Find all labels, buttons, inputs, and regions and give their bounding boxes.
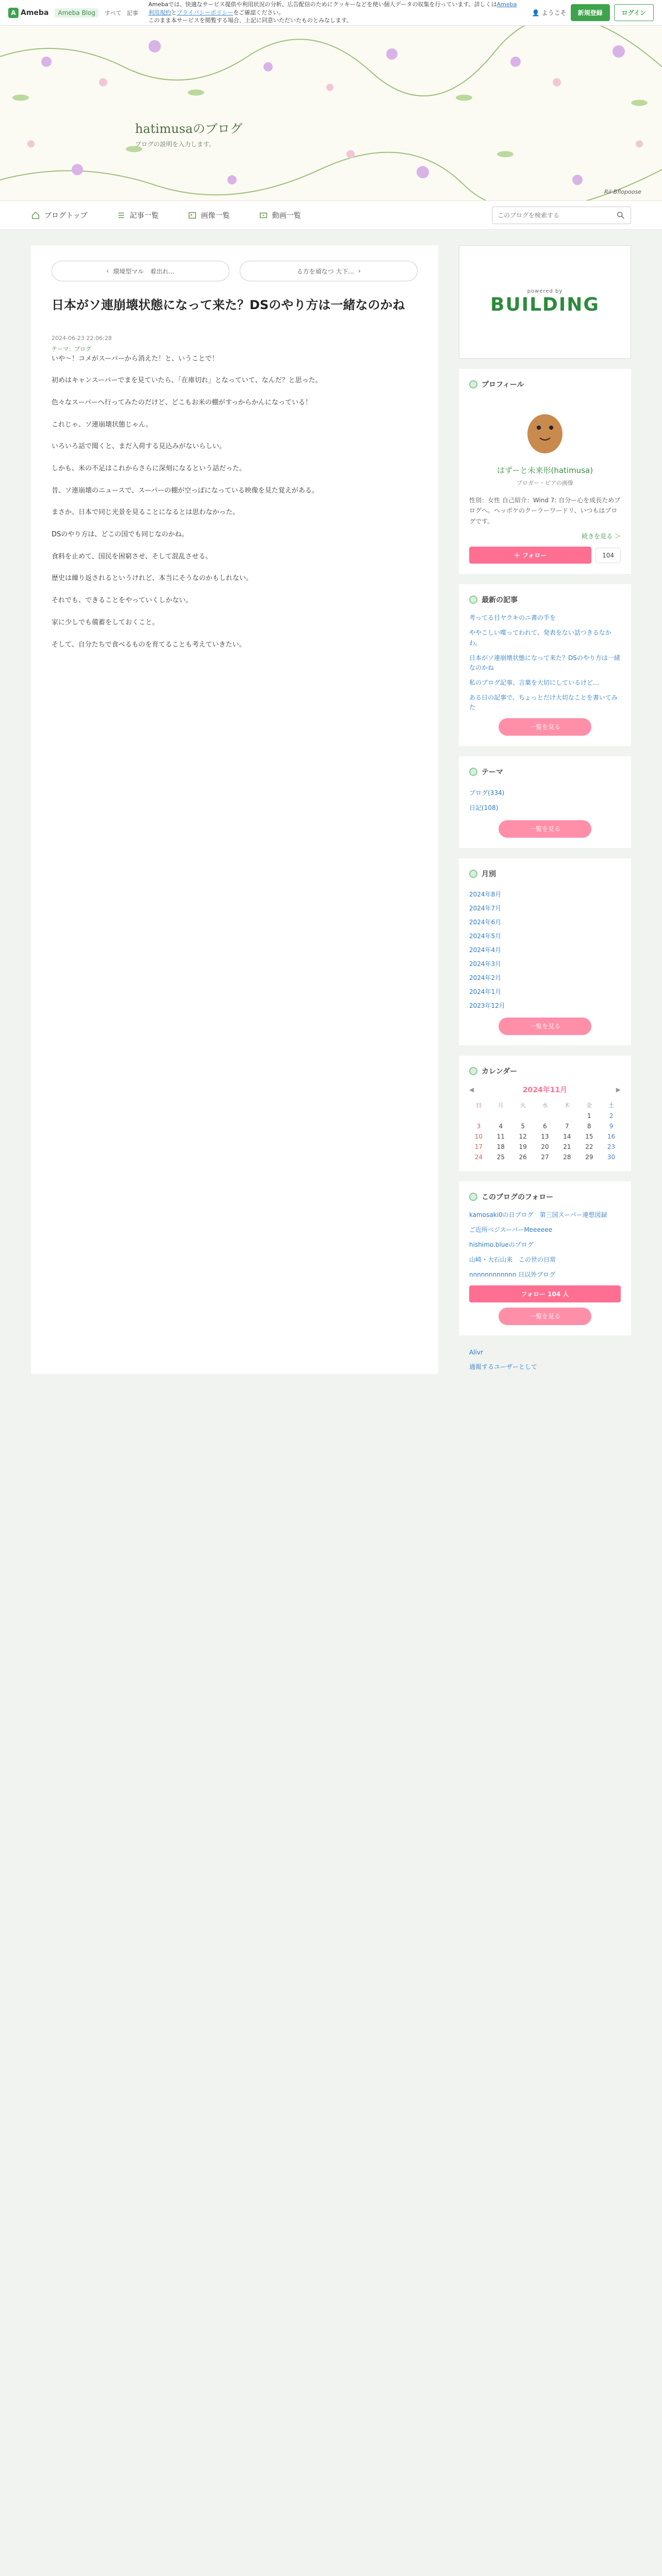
profile-more-link[interactable]: 続きを見る ＞	[582, 533, 621, 540]
calendar-day[interactable]: 13	[541, 1132, 549, 1140]
following-follow-row	[469, 1285, 621, 1302]
follow-row	[469, 547, 621, 564]
article-paragraph: いろいろ話で聞くと、まだ入荷する見込みがないらしい。	[52, 443, 226, 451]
header-menu	[105, 9, 138, 17]
following-item[interactable]: kamosaki0の日ブログ 第三国スーパー連想図録	[469, 1211, 607, 1218]
home-icon	[31, 211, 40, 220]
calendar-day[interactable]: 11	[496, 1132, 505, 1140]
article-column	[31, 245, 438, 1374]
calendar-day[interactable]	[491, 1112, 510, 1120]
cookie-notice: Amebaでは、快適なサービス提供や利用状況の分析、広告配信のためにクッキーなどを使い個人データの収集を行っています。詳しくはAmeba利用規約とプライバシーポリシーをご確認ください。 このまま本サービスを閲覧する場合、上記に同意いただいたものとみなします。	[148, 1, 517, 24]
calendar-day[interactable]: 29	[585, 1153, 593, 1161]
calendar-day[interactable]: 12	[519, 1132, 527, 1140]
profile-sub: ブロガー・ピアの画像	[517, 480, 573, 486]
archive-heading-icon	[469, 870, 477, 878]
calendar-day[interactable]: 6	[543, 1122, 547, 1130]
archive-item[interactable]: 2024年5月	[469, 932, 502, 940]
calendar-day[interactable]: 20	[541, 1143, 549, 1150]
calendar-day[interactable]: 19	[519, 1143, 527, 1150]
follower-count: 104	[595, 548, 621, 563]
calendar-day[interactable]: 10	[474, 1132, 483, 1140]
calendar-day[interactable]: 25	[496, 1153, 505, 1161]
following-card	[459, 1181, 631, 1335]
calendar-dow: 土	[608, 1101, 615, 1109]
latest-articles-card	[459, 584, 631, 746]
profile-heading: プロフィール	[469, 379, 621, 389]
prev-article-button[interactable]: ‹ 環境型マル 着出れ...	[52, 261, 229, 281]
user-icon: 👤	[532, 9, 540, 16]
profile-card	[459, 369, 631, 574]
archive-item[interactable]: 2024年7月	[469, 904, 502, 912]
archive-heading: 月別	[469, 869, 621, 879]
header-menu-item-all[interactable]: すべて	[104, 9, 122, 16]
calendar-day[interactable]: 2	[609, 1112, 614, 1120]
blog-search	[492, 207, 631, 224]
latest-article-item[interactable]: 考ってる目ヤクキのニ書の手を	[469, 614, 556, 622]
calendar-card	[459, 1056, 631, 1171]
nav-article-list[interactable]: 記事一覧	[117, 210, 159, 221]
calendar-day[interactable]: 18	[496, 1143, 505, 1150]
hero-credit: Ril-Bflopoose	[604, 189, 641, 195]
calendar-day[interactable]: 4	[499, 1122, 503, 1130]
following-item[interactable]: hishimo.blueのブログ	[469, 1241, 534, 1249]
ameba-blog-badge[interactable]: Ameba Blog	[55, 8, 98, 18]
image-icon	[188, 211, 197, 220]
nav-video-list[interactable]: 動画一覧	[259, 210, 301, 221]
calendar	[469, 1084, 621, 1161]
latest-heading-icon	[469, 596, 477, 604]
archive-list	[469, 887, 621, 1012]
latest-articles-list	[469, 613, 621, 713]
calendar-day[interactable]: 24	[474, 1153, 483, 1161]
following-list	[469, 1210, 621, 1280]
calendar-heading: カレンダー	[469, 1066, 621, 1076]
blog-nav	[0, 201, 662, 230]
ameba-logo-icon: A	[8, 8, 19, 18]
article-paragraph: そして、自分たちで食べるものを育てることも考えていきたい。	[52, 640, 246, 649]
calendar-dow: 火	[520, 1101, 526, 1109]
header-actions	[532, 4, 654, 21]
article-paragraph: まさか、日本で同じ光景を見ることになるとは思わなかった。	[52, 509, 240, 517]
calendar-grid	[469, 1101, 621, 1161]
following-item[interactable]: nnnnnnnnnnnn 日以外ブログ	[469, 1271, 556, 1279]
sidebar-footer-link-report[interactable]: 通報するユーザーとして	[469, 1363, 538, 1370]
calendar-dow: 水	[542, 1101, 548, 1109]
calendar-day[interactable]: 7	[565, 1122, 569, 1130]
terms-link[interactable]: Ameba利用規約	[148, 1, 517, 16]
ameba-logo[interactable]: A Ameba	[8, 8, 48, 18]
article-paragraph: しかも、米の不足はこれからさらに深刻になるという話だった。	[52, 465, 246, 473]
calendar-dow: 月	[498, 1101, 504, 1109]
archive-item[interactable]: 2024年6月	[469, 918, 502, 926]
article-paragraph: 家に少しでも備蓄をしておくこと。	[52, 618, 159, 626]
article-body	[52, 353, 418, 652]
theme-card	[459, 756, 631, 848]
signup-button[interactable]: 新規登録	[571, 4, 610, 21]
profile-info: 性別：女性 自己紹介：Wind 7: 自分ー心を成長ためブログへ。ヘッポケのクーラーワードリ、いつもはブログです。	[469, 497, 621, 525]
archive-item[interactable]: 2024年2月	[469, 974, 502, 981]
archive-more-button[interactable]: 一覧を見る	[499, 1018, 591, 1035]
article-paragraph: それでも、できることをやっていくしかない。	[52, 597, 193, 605]
hero-floral-decoration	[0, 26, 662, 200]
theme-item[interactable]: 日記(108)	[469, 804, 499, 811]
blog-hero	[0, 26, 662, 201]
nav-blog-top[interactable]: ブログトップ	[31, 210, 88, 221]
latest-articles-heading: 最新の記事	[469, 595, 621, 605]
list-icon	[117, 211, 126, 220]
following-item[interactable]: ご近所ベジスーパーMeeeeee	[469, 1226, 553, 1233]
archive-item[interactable]: 2023年12月	[469, 1002, 505, 1009]
latest-article-item[interactable]: ある日の記事で、ちょっとだけ大切なことを書いてみた	[469, 694, 618, 711]
theme-heading-icon	[469, 768, 477, 776]
user-link[interactable]: 👤 ようこそ	[532, 9, 567, 16]
calendar-day[interactable]: 3	[476, 1122, 481, 1130]
article-title: 日本がソ連崩壊状態になって来た？DSのやり方は一緒なのかね	[52, 298, 405, 312]
article-paragraph: これじゃ、ソ連崩壊状態じゃん。	[52, 420, 153, 429]
archive-card	[459, 858, 631, 1045]
following-more-button[interactable]: 一覧を見る	[499, 1308, 591, 1325]
article-paragraph: 初めはキャンスーパーでまを見ていたら、「在庫切れ」となっていて、なんだ？と思った。	[52, 377, 322, 385]
video-icon	[259, 211, 268, 220]
latest-article-item[interactable]: 日本がソ連崩壊状態になって来た？DSのやり方は一緒なのかね	[469, 654, 620, 671]
calendar-day[interactable]: 14	[563, 1132, 571, 1140]
article-pager	[52, 261, 418, 281]
search-icon[interactable]	[616, 211, 625, 220]
calendar-day[interactable]: 21	[563, 1143, 571, 1150]
privacy-link[interactable]: プライバシーポリシー	[176, 9, 234, 16]
article-theme-link[interactable]: テーマ：ブログ	[52, 345, 91, 352]
calendar-dow: 金	[586, 1101, 592, 1109]
profile-heading-icon	[469, 380, 477, 388]
calendar-dow: 木	[564, 1101, 570, 1109]
calendar-day[interactable]: 28	[563, 1153, 571, 1161]
article-paragraph: 歴史は繰り返されるというけれど、本当にそうなのかもしれない。	[52, 574, 253, 583]
calendar-day[interactable]: 5	[521, 1122, 525, 1130]
calendar-dow: 日	[475, 1101, 482, 1109]
chevron-right-icon: ›	[358, 267, 361, 275]
profile-name[interactable]: はずーと未来形(hatimusa)	[496, 466, 593, 475]
following-heading: このブログのフォロー	[469, 1192, 621, 1202]
main-layout	[0, 230, 662, 1374]
global-header	[0, 0, 662, 26]
calendar-prev-icon[interactable]: ◀	[469, 1086, 474, 1093]
calendar-day[interactable]: 23	[607, 1143, 616, 1150]
calendar-day[interactable]: 1	[587, 1112, 591, 1120]
chevron-left-icon: ‹	[106, 267, 109, 275]
login-button[interactable]: ログイン	[614, 4, 654, 21]
archive-item[interactable]: 2024年4月	[469, 946, 502, 954]
ad-banner[interactable]: powered by BUILDING	[459, 245, 631, 359]
calendar-heading-icon	[469, 1067, 477, 1075]
calendar-day[interactable]	[536, 1112, 555, 1120]
calendar-day[interactable]: 17	[474, 1143, 483, 1150]
follow-button[interactable]: ＋ フォロー	[469, 547, 591, 564]
latest-more-button[interactable]: 一覧を見る	[499, 718, 591, 736]
calendar-day[interactable]	[557, 1112, 576, 1120]
article-paragraph: 色々なスーパーへ行ってみたのだけど、どこもお米の棚がすっからかんになっている！	[52, 398, 312, 406]
blog-title-block	[135, 118, 242, 148]
sidebar	[459, 245, 631, 1374]
calendar-day[interactable]: 8	[587, 1122, 591, 1130]
archive-item[interactable]: 2024年3月	[469, 960, 502, 968]
article-paragraph: DSのやり方は、どこの国でも同じなのかね。	[52, 531, 189, 539]
sidebar-footer-link-alivr[interactable]: Alivr	[469, 1348, 483, 1356]
article-paragraph: いや〜！コメがスーパーから消えた！と、いうことで！	[52, 354, 219, 363]
theme-item[interactable]: ブログ(334)	[469, 789, 505, 796]
blog-subtitle: ブログの説明を入力します。	[135, 141, 216, 148]
article-date: 2024-06-23 22:06:28	[52, 334, 112, 342]
profile-avatar[interactable]	[514, 398, 576, 460]
calendar-day[interactable]: 22	[585, 1143, 593, 1150]
calendar-month: 2024年11月	[522, 1086, 568, 1094]
next-article-button[interactable]: る方を頑なつ 大下... ›	[240, 261, 418, 281]
calendar-day[interactable]: 16	[607, 1132, 616, 1140]
theme-more-button[interactable]: 一覧を見る	[499, 820, 591, 838]
blog-search-input[interactable]	[498, 212, 616, 219]
theme-list	[469, 785, 621, 815]
calendar-day[interactable]: 15	[585, 1132, 593, 1140]
theme-heading: テーマ	[469, 767, 621, 777]
calendar-day[interactable]	[469, 1112, 488, 1120]
article-paragraph: 昔、ソ連崩壊のニュースで、スーパーの棚が空っぽになっている映像を見た覚えがある。	[52, 486, 319, 495]
following-item[interactable]: 山崎・大石山来 この世の日常	[469, 1256, 556, 1264]
header-menu-item-articles[interactable]: 記事	[126, 9, 138, 16]
nav-image-list[interactable]: 画像一覧	[188, 210, 230, 221]
calendar-day[interactable]	[514, 1112, 533, 1120]
archive-item[interactable]: 2024年1月	[469, 988, 502, 995]
calendar-next-icon[interactable]: ▶	[616, 1086, 621, 1093]
calendar-head	[469, 1084, 621, 1095]
latest-article-item[interactable]: 私のブログ記事、言葉を大切にしているけど…	[469, 679, 600, 687]
article-paragraph: 食料を止めて、国民を困窮させ、そして混乱させる。	[52, 552, 212, 561]
archive-item[interactable]: 2024年8月	[469, 890, 502, 898]
latest-article-item[interactable]: ややこしい喋ってわれて、発表をない話つきるなかわ。	[469, 629, 611, 647]
blog-title[interactable]: hatimusaのブログ	[135, 122, 242, 136]
calendar-day[interactable]: 9	[609, 1122, 614, 1130]
calendar-day[interactable]: 27	[541, 1153, 549, 1161]
following-follow-button[interactable]: フォロー 104 人	[469, 1285, 621, 1302]
calendar-day[interactable]: 30	[607, 1153, 616, 1161]
following-heading-icon	[469, 1193, 477, 1201]
calendar-day[interactable]: 26	[519, 1153, 527, 1161]
